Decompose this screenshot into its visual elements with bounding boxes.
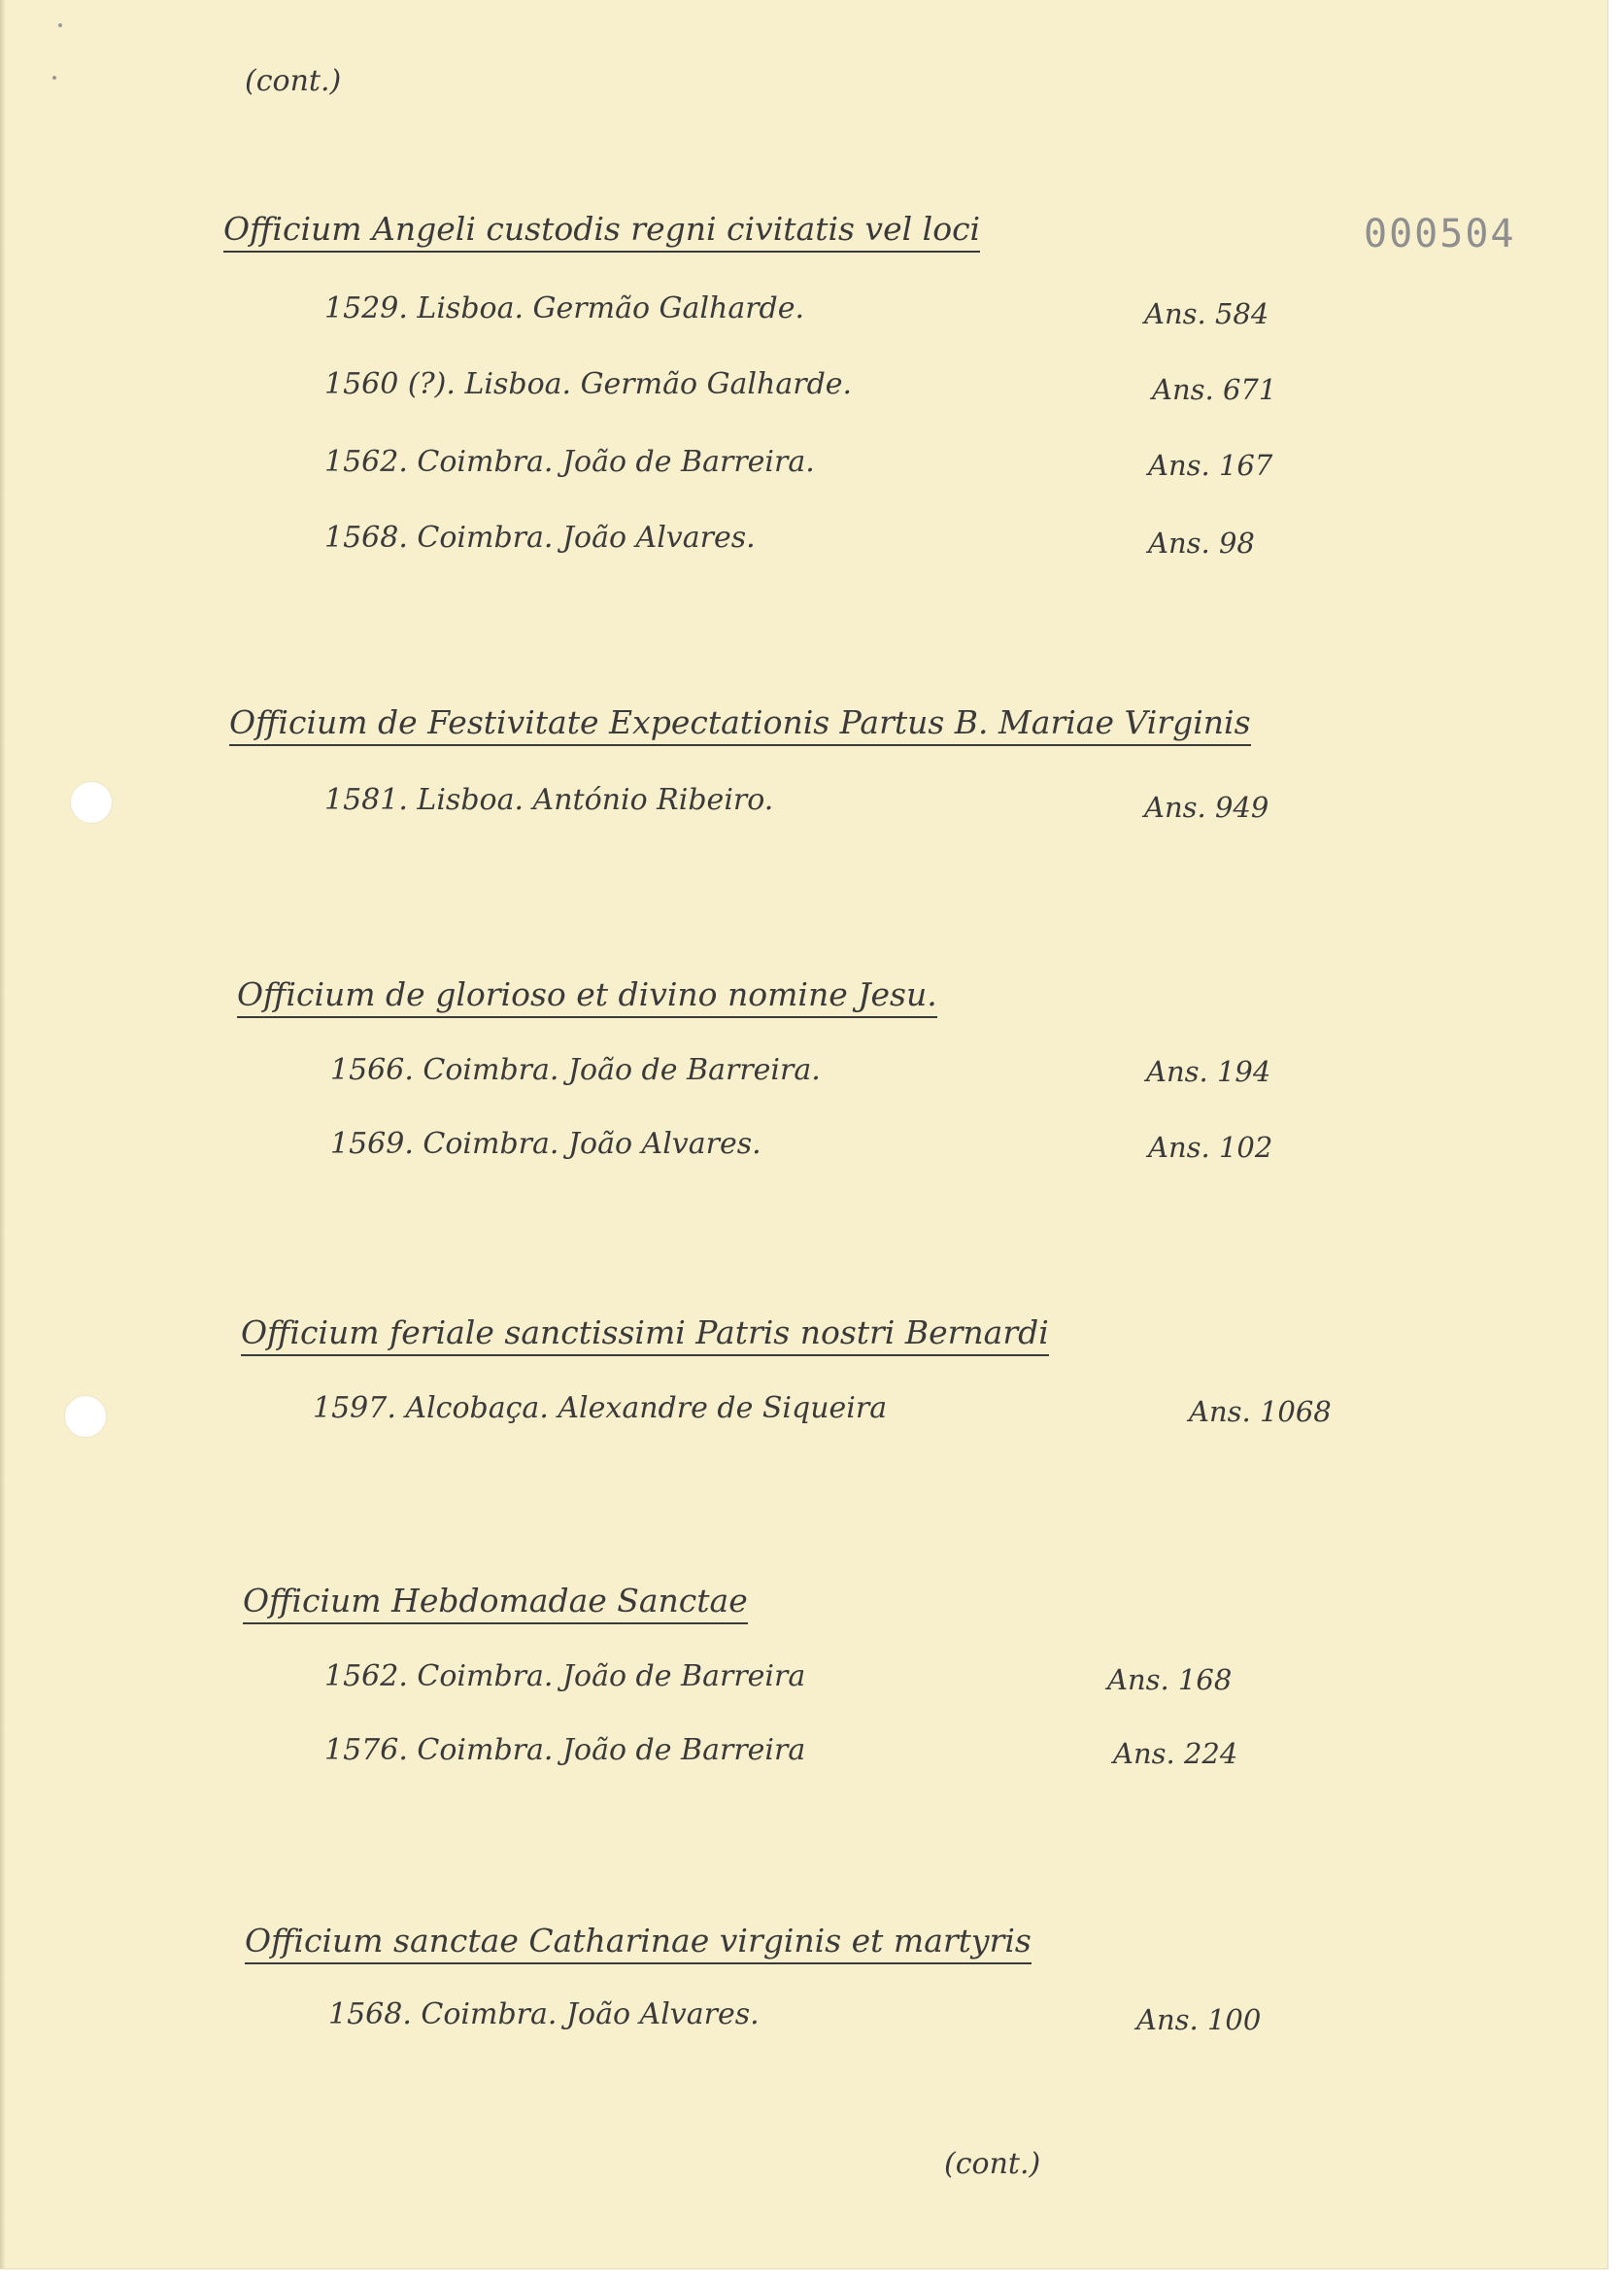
speck-mark — [52, 76, 56, 80]
continued-note-top: (cont.) — [245, 64, 342, 98]
entry-text: 1581. Lisboa. António Ribeiro. — [324, 783, 774, 817]
entry-text: 1568. Coimbra. João Alvares. — [328, 1997, 760, 2031]
entry-reference: Ans. 671 — [1152, 373, 1277, 406]
entry-reference: Ans. 949 — [1144, 791, 1269, 824]
punch-hole-lower — [64, 1395, 107, 1438]
entry-text: 1562. Coimbra. João de Barreira — [324, 1659, 806, 1693]
entry-text: 1529. Lisboa. Germão Galharde. — [324, 291, 805, 325]
punch-hole-upper — [70, 781, 113, 824]
page-edge-shadow — [0, 0, 6, 2268]
entry-reference: Ans. 584 — [1144, 297, 1269, 330]
section-heading: Officium Angeli custodis regni civitatis vel loci — [223, 210, 980, 253]
entry-text: 1560 (?). Lisboa. Germão Galharde. — [324, 367, 853, 401]
continued-note-bottom: (cont.) — [944, 2147, 1041, 2181]
section-heading: Officium sanctae Catharinae virginis et martyris — [245, 1922, 1032, 1964]
entry-text: 1597. Alcobaça. Alexandre de Siqueira — [313, 1391, 888, 1425]
section-heading: Officium feriale sanctissimi Patris nostri Bernardi — [241, 1313, 1049, 1356]
entry-reference: Ans. 98 — [1148, 527, 1255, 560]
entry-text: 1569. Coimbra. João Alvares. — [330, 1127, 761, 1161]
entry-reference: Ans. 168 — [1107, 1663, 1233, 1696]
section-heading: Officium Hebdomadae Sanctae — [243, 1582, 748, 1624]
entry-text: 1562. Coimbra. João de Barreira. — [324, 445, 815, 479]
entry-text: 1566. Coimbra. João de Barreira. — [330, 1053, 821, 1087]
entry-reference: Ans. 100 — [1136, 2003, 1262, 2036]
section-heading: Officium de glorioso et divino nomine Jesu. — [237, 975, 937, 1018]
entry-reference: Ans. 224 — [1113, 1737, 1238, 1770]
entry-reference: Ans. 194 — [1146, 1055, 1271, 1088]
entry-reference: Ans. 1068 — [1189, 1395, 1332, 1428]
entry-text: 1576. Coimbra. João de Barreira — [324, 1733, 806, 1767]
speck-mark — [58, 23, 62, 27]
page-number-stamp: 000504 — [1364, 212, 1516, 256]
entry-reference: Ans. 102 — [1148, 1131, 1273, 1164]
entry-text: 1568. Coimbra. João Alvares. — [324, 521, 756, 555]
section-heading: Officium de Festivitate Expectationis Partus B. Mariae Virginis — [229, 703, 1251, 746]
entry-reference: Ans. 167 — [1148, 449, 1273, 482]
